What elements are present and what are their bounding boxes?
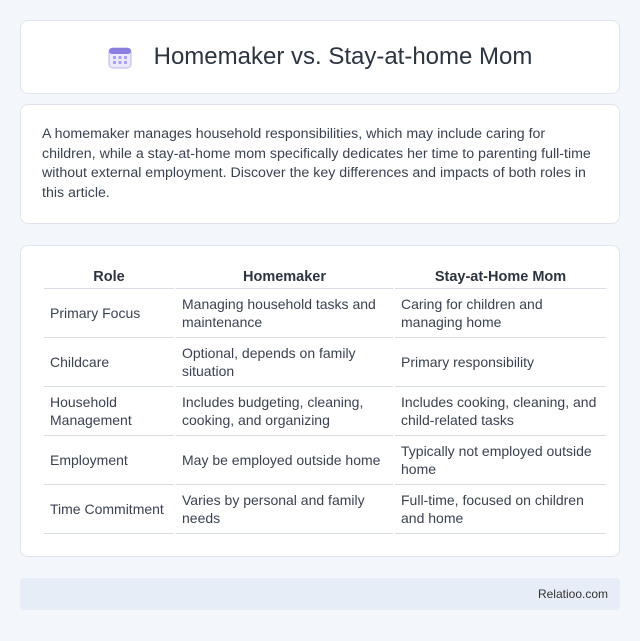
homemaker-cell: Includes budgeting, cleaning, cooking, and organizing — [176, 387, 393, 436]
comparison-card — [20, 245, 620, 557]
homemaker-cell: May be employed outside home — [176, 436, 393, 485]
row-label: Childcare — [44, 338, 174, 387]
row-label: Time Commitment — [44, 485, 174, 534]
column-header-stay-at-home-mom: Stay-at-Home Mom — [395, 267, 606, 289]
table-row — [44, 289, 606, 338]
stay-at-home-mom-cell: Full-time, focused on children and home — [395, 485, 606, 534]
stay-at-home-mom-cell: Includes cooking, cleaning, and child-related tasks — [395, 387, 606, 436]
footer-brand[interactable]: Relatioo.com — [537, 587, 608, 601]
stay-at-home-mom-cell: Primary responsibility — [395, 338, 606, 387]
table-row — [44, 485, 606, 534]
stay-at-home-mom-cell: Caring for children and managing home — [395, 289, 606, 338]
row-label: Employment — [44, 436, 174, 485]
footer — [20, 578, 620, 610]
stay-at-home-mom-cell: Typically not employed outside home — [395, 436, 606, 485]
calendar-icon — [108, 45, 132, 69]
homemaker-cell: Managing household tasks and maintenance — [176, 289, 393, 338]
row-label: Primary Focus — [44, 289, 174, 338]
page-title: Homemaker vs. Stay-at-home Mom — [153, 43, 533, 70]
homemaker-cell: Varies by personal and family needs — [176, 485, 393, 534]
table-header-row — [44, 267, 606, 289]
homemaker-cell: Optional, depends on family situation — [176, 338, 393, 387]
title-card — [20, 20, 620, 94]
table-row — [44, 436, 606, 485]
intro-card — [20, 104, 620, 224]
column-header-homemaker: Homemaker — [176, 267, 393, 289]
comparison-table — [42, 267, 608, 534]
row-label: Household Management — [44, 387, 174, 436]
column-header-role: Role — [44, 267, 174, 289]
table-row — [44, 387, 606, 436]
table-row — [44, 338, 606, 387]
intro-text: A homemaker manages household responsibilities, which may include caring for children, while a stay-at-home mom specifically dedicates her time to parenting full-time without external employment. Discover the key differences and impacts of both roles in this article. — [42, 126, 591, 201]
